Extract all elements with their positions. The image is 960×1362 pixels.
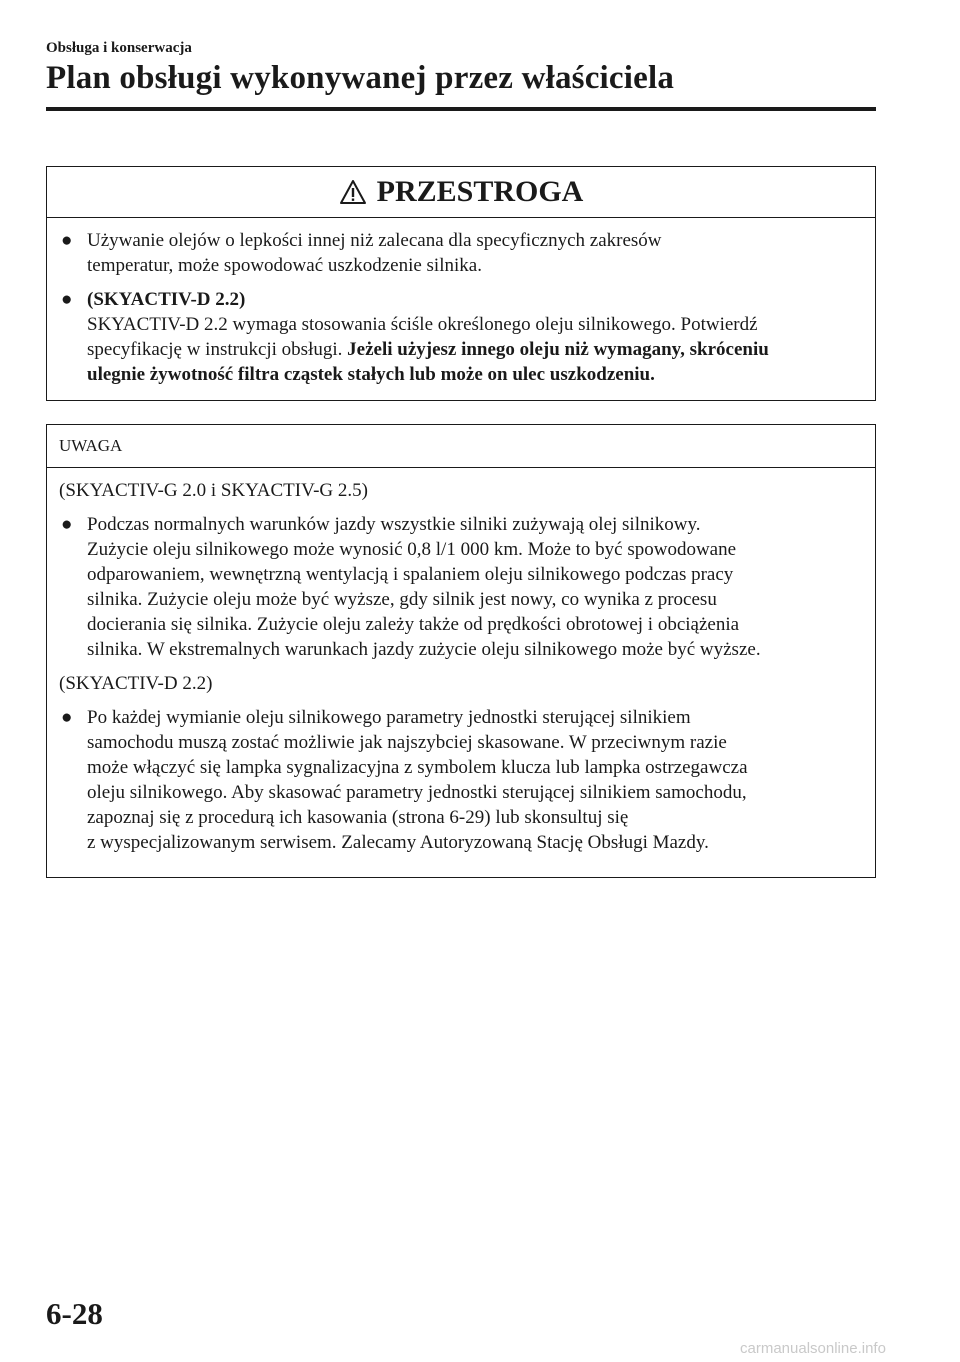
title-rule xyxy=(46,107,876,111)
caution-box xyxy=(46,166,876,401)
caution-body xyxy=(47,218,875,387)
bullet-icon: ● xyxy=(61,707,73,728)
text-line: Zużycie oleju silnikowego może wynosić 0,8 l/1 000 km. Może to być spowodowane xyxy=(87,539,737,560)
text-line: silnika. Zużycie oleju może być wyższe, gdy silnik jest nowy, co wynika z procesu xyxy=(87,589,717,610)
page-number: 6-28 xyxy=(46,1296,103,1331)
bullet-icon: ● xyxy=(61,230,73,251)
text-line: samochodu muszą zostać możliwie jak najszybciej skasowane. W przeciwnym razie xyxy=(87,732,727,753)
text-line: ulegnie żywotność filtra cząstek stałych lub może on ulec uszkodzeniu. xyxy=(87,364,655,385)
text-line: Używanie olejów o lepkości innej niż zalecana dla specyficznych zakresów xyxy=(87,230,662,251)
text-line xyxy=(87,337,875,362)
group-title: (SKYACTIV-D 2.2) xyxy=(59,673,213,694)
text-normal: specyfikację w instrukcji obsługi. xyxy=(87,339,348,360)
list-item xyxy=(47,705,875,855)
watermark: carmanualsonline.info xyxy=(740,1340,886,1357)
note-box xyxy=(46,424,876,878)
text-line: docierania się silnika. Zużycie oleju zależy także od prędkości obrotowej i obciążenia xyxy=(87,614,740,635)
list-item xyxy=(47,228,875,278)
note-heading: UWAGA xyxy=(47,425,875,468)
group-title: (SKYACTIV-G 2.0 i SKYACTIV-G 2.5) xyxy=(59,480,368,501)
list-item xyxy=(47,287,875,387)
item-heading: (SKYACTIV-D 2.2) xyxy=(87,289,246,310)
text-bold: Jeżeli użyjesz innego oleju niż wymagany, skróceniu xyxy=(347,339,769,360)
text-line: Po każdej wymianie oleju silnikowego parametry jednostki sterującej silnikiem xyxy=(87,707,691,728)
bullet-icon: ● xyxy=(61,514,73,535)
text-line: zapoznaj się z procedurą ich kasowania (strona 6-29) lub skonsultuj się xyxy=(87,807,629,828)
page-title: Plan obsługi wykonywanej przez właściciela xyxy=(46,60,675,96)
list-item xyxy=(47,512,875,662)
section-label: Obsługa i konserwacja xyxy=(46,40,192,56)
text-line: może włączyć się lampka sygnalizacyjna z symbolem klucza lub lampka ostrzegawcza xyxy=(87,757,748,778)
bullet-icon: ● xyxy=(61,289,73,310)
text-line: SKYACTIV-D 2.2 wymaga stosowania ściśle określonego oleju silnikowego. Potwierdź xyxy=(87,314,758,335)
text-line: z wyspecjalizowanym serwisem. Zalecamy Autoryzowaną Stację Obsługi Mazdy. xyxy=(87,832,709,853)
text-line: silnika. W ekstremalnych warunkach jazdy zużycie oleju silnikowego może być wyższe. xyxy=(87,639,761,660)
text-line: temperatur, może spowodować uszkodzenie silnika. xyxy=(87,255,482,276)
text-line: Podczas normalnych warunków jazdy wszystkie silniki zużywają olej silnikowy. xyxy=(87,514,701,535)
text-line: oleju silnikowego. Aby skasować parametry jednostki sterującej silnikiem samochodu, xyxy=(87,782,747,803)
note-body xyxy=(47,468,875,855)
caution-heading xyxy=(47,167,875,218)
text-line: odparowaniem, wewnętrzną wentylacją i spalaniem oleju silnikowego podczas pracy xyxy=(87,564,734,585)
caution-heading-text: PRZESTROGA xyxy=(376,175,584,208)
warning-triangle-icon xyxy=(339,179,367,205)
